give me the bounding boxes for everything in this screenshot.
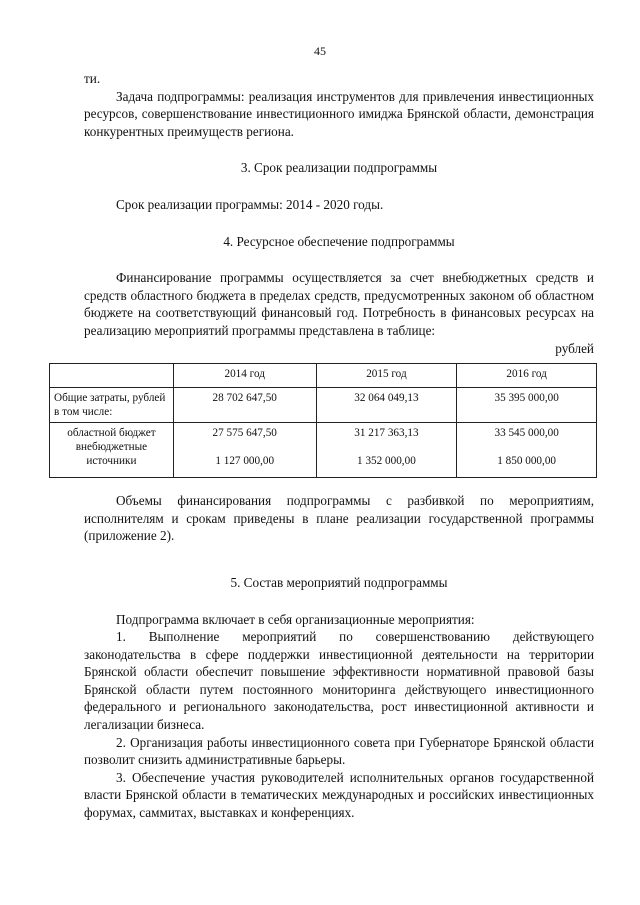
extrabudget-label: внебюджетные источники <box>75 441 148 468</box>
page-content <box>54 70 594 822</box>
table-cell: 35 395 000,00 <box>457 388 597 423</box>
regional-value: 33 545 000,00 <box>494 427 559 440</box>
row-label-total: Общие затраты, рублей в том числе: <box>50 388 174 423</box>
extrabudget-value: 1 127 000,00 <box>215 455 275 468</box>
regional-value: 31 217 363,13 <box>354 427 419 440</box>
continuation-text: ти. <box>84 71 101 86</box>
section-5-heading: 5. Состав мероприятий подпрограммы <box>230 574 448 590</box>
section-3-text: Срок реализации программы: 2014 - 2020 годы. <box>116 196 384 212</box>
list-item: 3. Обеспечение участия руководителей исполнительных органов государственной власти Брянской области в тематических международных и российских инвестиционных форумах, саммитах, выставках и конференциях. <box>84 769 594 821</box>
extrabudget-value: 1 352 000,00 <box>357 455 416 468</box>
table-header-cell: 2014 год <box>173 364 316 388</box>
section-4-heading: 4. Ресурсное обеспечение подпрограммы <box>223 233 455 249</box>
page-number: 45 <box>314 44 326 58</box>
row-label-sources <box>50 423 174 478</box>
table-cell: 32 064 049,13 <box>316 388 457 423</box>
table-cell <box>173 423 316 478</box>
section-4-text: Финансирование программы осуществляется за счет внебюджетных средств и средств областного бюджета в пределах средств, предусмотренных законом об областном бюджете на соответствующий финансовый год. Потребность в финансовых ресурсах на реализацию мероприятий программы представлена в таблице: <box>84 270 594 338</box>
unit-label: рублей <box>555 340 594 356</box>
financing-table <box>49 363 597 478</box>
regional-budget-label: областной бюджет <box>67 427 156 440</box>
table-cell <box>457 423 597 478</box>
table-header-cell <box>50 364 174 388</box>
task-paragraph: Задача подпрограммы: реализация инструментов для привлечения инвестиционных ресурсов, совершенствование инвестиционного имиджа Брянской области, демонстрация конкурентных преимуществ региона. <box>84 88 594 139</box>
table-cell <box>316 423 457 478</box>
table-cell: 28 702 647,50 <box>173 388 316 423</box>
table-row-sources <box>50 423 597 478</box>
after-table-paragraph: Объемы финансирования подпрограммы с разбивкой по мероприятиям, исполнителям и срокам приведены в плане реализации государственной программы (приложение 2). <box>84 493 594 544</box>
list-item: 2. Организация работы инвестиционного совета при Губернаторе Брянской области позволит снизить административные барьеры. <box>84 734 594 768</box>
list-item: 1. Выполнение мероприятий по совершенствованию действующего законодательства в сфере поддержки инвестиционной деятельности на территории Брянской области обеспечит повышение эффективности нормативной правовой базы Брянской области путем постоянного мониторинга действующего инвестиционного федерального и регионального законодательства, рост инвестиционной активности и легализации бизнеса. <box>84 629 594 733</box>
table-header-cell: 2015 год <box>316 364 457 388</box>
regional-value: 27 575 647,50 <box>212 427 277 440</box>
table-header-cell: 2016 год <box>457 364 597 388</box>
table-row-total <box>50 388 597 423</box>
table-header-row <box>50 364 597 388</box>
section-5-intro: Подпрограмма включает в себя организационные мероприятия: <box>116 611 475 627</box>
extrabudget-value: 1 850 000,00 <box>497 455 556 468</box>
section-3-heading: 3. Срок реализации подпрограммы <box>240 160 438 176</box>
